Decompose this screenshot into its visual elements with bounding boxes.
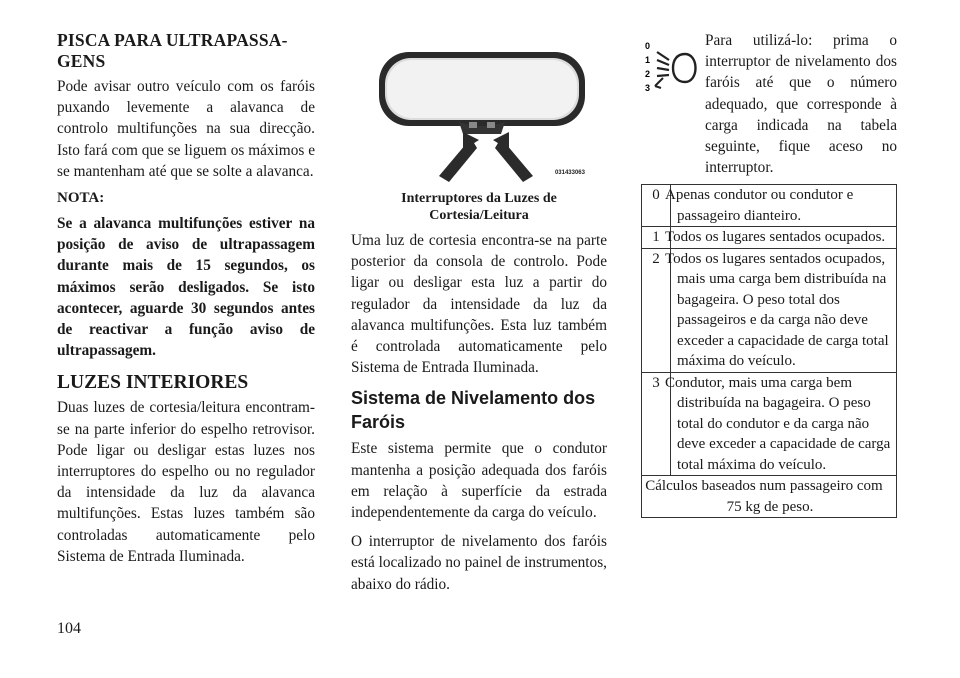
table-row: [642, 248, 897, 372]
table-footer-row: [642, 476, 897, 518]
right-switch-icon: [487, 122, 495, 128]
heading-headlight-leveling: Sistema de Nivelamento dos Faróis: [351, 388, 596, 433]
heading-flash-to-pass: PISCA PARA ULTRAPASSA-GENS: [57, 30, 288, 71]
load-table: [641, 184, 897, 518]
right-column: [641, 30, 897, 518]
flash-to-pass-text: Pode avisar outro veículo com os faróis puxando levemente a alavanca de controlo multifunções na sua direcção. Isto fará com que se liguem os máximos e se mantenham até que se solte a alavanca.: [57, 78, 315, 180]
table-row: [642, 227, 897, 249]
table-row: [642, 185, 897, 227]
rearview-mirror-illustration: [351, 30, 607, 190]
mirror-figure: [351, 30, 607, 190]
row-1-number: 1: [642, 227, 671, 249]
table-row: [642, 372, 897, 476]
switch-location-text: O interruptor de nivelamento dos faróis está localizado no painel de instrumentos, abaixo do rádio.: [351, 533, 607, 593]
note-text: Se a alavanca multifunções estiver na posição de aviso de ultrapassagem durante mais de 15 segundos, os máximos serão desligados. Se isto acontecer, aguarde 30 segundos antes de reactivar a função aviso de ultrapassagem.: [57, 215, 315, 360]
leveling-text: Este sistema permite que o condutor mantenha a posição adequada dos faróis em relação à superfície da estrada independentemente da carga do veículo.: [351, 440, 607, 522]
usage-text: Para utilizá-lo: prima o interruptor de nivelamento dos faróis até que o número adequado, que corresponde à carga indicada na tabela seguinte, fique aceso no interruptor.: [705, 32, 897, 177]
level-0-label: 0: [645, 41, 651, 51]
level-1-label: 1: [645, 55, 651, 65]
note-label: NOTA:: [57, 190, 105, 207]
row-2-text: Todos os lugares sentados ocupados, mais uma carga bem distribuída na bagageira. O peso total dos passageiros e da carga não deve exceder a capacidade de carga total máxima do veículo.: [671, 248, 897, 372]
headlight-leveling-icon: [641, 30, 705, 100]
middle-column: [351, 30, 607, 595]
row-3-number: 3: [642, 372, 671, 476]
interior-lights-text: Duas luzes de cortesia/leitura encontram-se na parte inferior do espelho retrovisor. Pode ligar ou desligar estas luzes nos interruptores do espelho ou no regulador da intensidade da luz da alavanca multifunções. Estas luzes também são controladas automaticamente pelo Sistema de Entrada Iluminada.: [57, 399, 315, 565]
courtesy-light-text: Uma luz de cortesia encontra-se na parte posterior da consola de controlo. Pode ligar ou desligar esta luz a partir do regulador da intensidade da luz da alavanca multifunções. Esta luz também é controlada automaticamente pelo Sistema de Entrada Iluminada.: [351, 232, 607, 377]
row-3-text: Condutor, mais uma carga bem distribuída na bagageira. O peso total do condutor e da carga não deve exceder a capacidade de carga total máxima do veículo.: [671, 372, 897, 476]
row-0-text: Apenas condutor ou condutor e passageiro dianteiro.: [671, 185, 897, 227]
level-3-label: 3: [645, 83, 651, 93]
figure-code: 031433063: [554, 170, 585, 176]
row-2-number: 2: [642, 248, 671, 372]
page-number: 104: [57, 620, 81, 637]
level-2-label: 2: [645, 69, 651, 79]
left-switch-icon: [469, 122, 477, 128]
left-column: [57, 30, 315, 567]
row-1-text: Todos os lugares sentados ocupados.: [671, 227, 897, 249]
heading-interior-lights: LUZES INTERIORES: [57, 372, 249, 394]
table-footer: Cálculos baseados num passageiro com 75 kg de peso.: [642, 476, 897, 518]
figure-caption: Interruptores da Luzes de Cortesia/Leitura: [401, 191, 557, 223]
row-0-number: 0: [642, 185, 671, 227]
